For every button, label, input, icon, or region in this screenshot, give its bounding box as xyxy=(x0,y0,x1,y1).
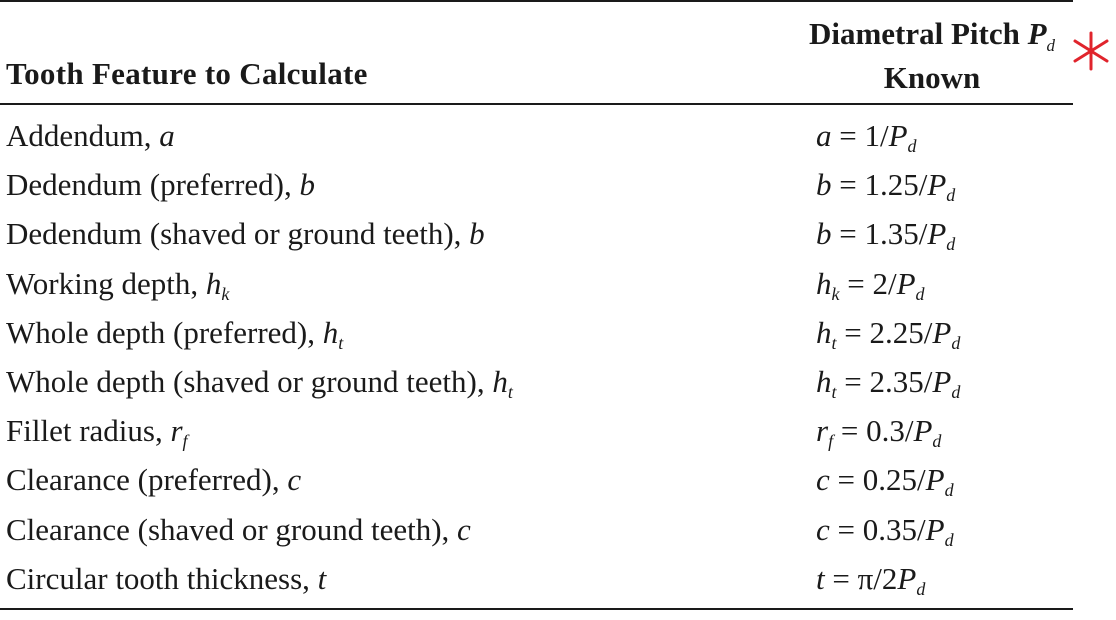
feature-variable-subscript: t xyxy=(338,332,344,353)
formula-cell xyxy=(780,160,1110,209)
feature-text: Whole depth (shaved or ground teeth), xyxy=(6,364,493,399)
formula-pitch-symbol: P xyxy=(913,413,933,449)
feature-variable-subscript: t xyxy=(507,382,513,402)
formula-pitch-symbol: P xyxy=(925,511,945,547)
formula-pitch-subscript: d xyxy=(946,234,956,255)
table-row xyxy=(0,259,1116,308)
formula-lhs: h xyxy=(816,364,832,399)
formula-pitch-symbol: P xyxy=(896,265,916,301)
formula-lhs-subscript: t xyxy=(831,332,837,353)
formula-lhs-subscript: t xyxy=(831,382,837,402)
feature-variable: h xyxy=(322,314,339,350)
table-row xyxy=(0,160,1116,209)
formula-rhs: = 1.35/ xyxy=(831,216,928,252)
feature-variable: t xyxy=(317,560,327,596)
formula-pitch-symbol: P xyxy=(888,118,908,153)
feature-variable: c xyxy=(457,511,471,547)
formula-rhs: = 2/ xyxy=(839,265,897,301)
formula-pitch-subscript: d xyxy=(946,185,956,206)
feature-cell xyxy=(6,455,301,504)
formula-lhs: h xyxy=(816,314,832,350)
formula-rhs: = 0.3/ xyxy=(833,413,914,449)
header-tooth-feature: Tooth Feature to Calculate xyxy=(6,56,368,91)
feature-cell xyxy=(6,406,188,455)
header-pitch-text: Diametral Pitch xyxy=(808,16,1020,51)
formula-lhs: b xyxy=(816,167,832,203)
formula-cell xyxy=(780,357,1110,406)
formula-pitch-subscript: d xyxy=(951,332,961,353)
feature-cell xyxy=(6,259,229,308)
formula-pitch-symbol: P xyxy=(932,314,952,350)
formula-pitch-subscript: d xyxy=(944,480,954,501)
formula-pitch-symbol: P xyxy=(925,462,945,498)
formula-lhs: b xyxy=(816,216,832,252)
table-row xyxy=(0,505,1116,554)
formula-lhs: a xyxy=(816,118,832,153)
table-row xyxy=(0,554,1116,603)
header-pitch-symbol: P xyxy=(1027,16,1047,51)
table-top-rule xyxy=(0,0,1073,2)
feature-variable: h xyxy=(492,364,508,399)
header-pitch-line2: Known xyxy=(883,60,981,95)
feature-cell xyxy=(6,357,513,406)
feature-text: Addendum, xyxy=(6,118,160,153)
feature-variable-subscript: k xyxy=(221,283,230,304)
feature-variable-subscript: f xyxy=(182,431,188,452)
formula-pitch-subscript: d xyxy=(916,578,926,599)
feature-cell xyxy=(6,160,315,209)
table-row xyxy=(0,308,1116,357)
table-row xyxy=(0,455,1116,504)
formula-pitch-symbol: P xyxy=(897,560,917,596)
feature-text: Clearance (shaved or ground teeth), xyxy=(6,511,458,547)
table-bottom-rule xyxy=(0,608,1073,610)
formula-pitch-subscript: d xyxy=(951,382,961,402)
formula-rhs: = 1.25/ xyxy=(831,167,928,203)
feature-text: Clearance (preferred), xyxy=(6,462,288,498)
feature-cell xyxy=(6,554,326,603)
formula-pitch-subscript: d xyxy=(932,431,942,452)
feature-text: Whole depth (preferred), xyxy=(6,314,323,350)
formula-pitch-symbol: P xyxy=(927,167,947,203)
feature-cell xyxy=(6,111,175,160)
feature-cell xyxy=(6,209,485,258)
feature-text: Working depth, xyxy=(6,265,206,301)
table-row xyxy=(0,111,1116,160)
table-row xyxy=(0,406,1116,455)
formula-cell xyxy=(780,209,1110,258)
table-row xyxy=(0,357,1116,406)
feature-variable: b xyxy=(469,216,485,252)
feature-text: Circular tooth thickness, xyxy=(6,560,318,596)
formula-cell xyxy=(780,505,1110,554)
formula-cell xyxy=(780,554,1110,603)
feature-text: Dedendum (shaved or ground teeth), xyxy=(6,216,470,252)
formula-lhs: h xyxy=(816,265,832,301)
formula-lhs: r xyxy=(816,413,829,449)
header-diametral-pitch xyxy=(772,12,1092,100)
formula-rhs: = 2.35/ xyxy=(836,364,933,399)
formula-cell xyxy=(780,406,1110,455)
formula-rhs: = 0.25/ xyxy=(829,462,926,498)
feature-text: Fillet radius, xyxy=(6,413,171,449)
formula-lhs: t xyxy=(816,560,825,596)
formula-pitch-subscript: d xyxy=(915,283,925,304)
formula-lhs: c xyxy=(816,462,830,498)
table-row xyxy=(0,209,1116,258)
feature-variable: c xyxy=(287,462,302,498)
header-pitch-line1 xyxy=(772,12,1092,56)
formula-lhs: c xyxy=(816,511,830,547)
formula-rhs: = 0.35/ xyxy=(829,511,926,547)
formula-rhs: = π/2 xyxy=(824,560,898,596)
formula-cell xyxy=(780,259,1110,308)
formula-rhs: = 2.25/ xyxy=(836,314,933,350)
formula-pitch-symbol: P xyxy=(927,216,947,252)
formula-pitch-subscript: d xyxy=(907,136,917,156)
red-asterisk-icon xyxy=(1071,29,1111,73)
feature-text: Dedendum (preferred), xyxy=(6,167,300,203)
formula-lhs-subscript: f xyxy=(828,431,834,452)
table-header-rule xyxy=(0,103,1073,105)
feature-cell xyxy=(6,308,343,357)
formula-lhs-subscript: k xyxy=(831,283,840,304)
formula-pitch-subscript: d xyxy=(944,529,954,550)
header-pitch-subscript: d xyxy=(1046,36,1056,55)
feature-variable: a xyxy=(159,118,175,153)
formula-cell xyxy=(780,308,1110,357)
formula-rhs: = 1/ xyxy=(831,118,889,153)
feature-variable: b xyxy=(299,167,315,203)
feature-variable: r xyxy=(170,413,183,449)
formula-cell xyxy=(780,111,1110,160)
formula-pitch-symbol: P xyxy=(932,364,952,399)
feature-cell xyxy=(6,505,471,554)
formula-cell xyxy=(780,455,1110,504)
feature-variable: h xyxy=(205,265,222,301)
